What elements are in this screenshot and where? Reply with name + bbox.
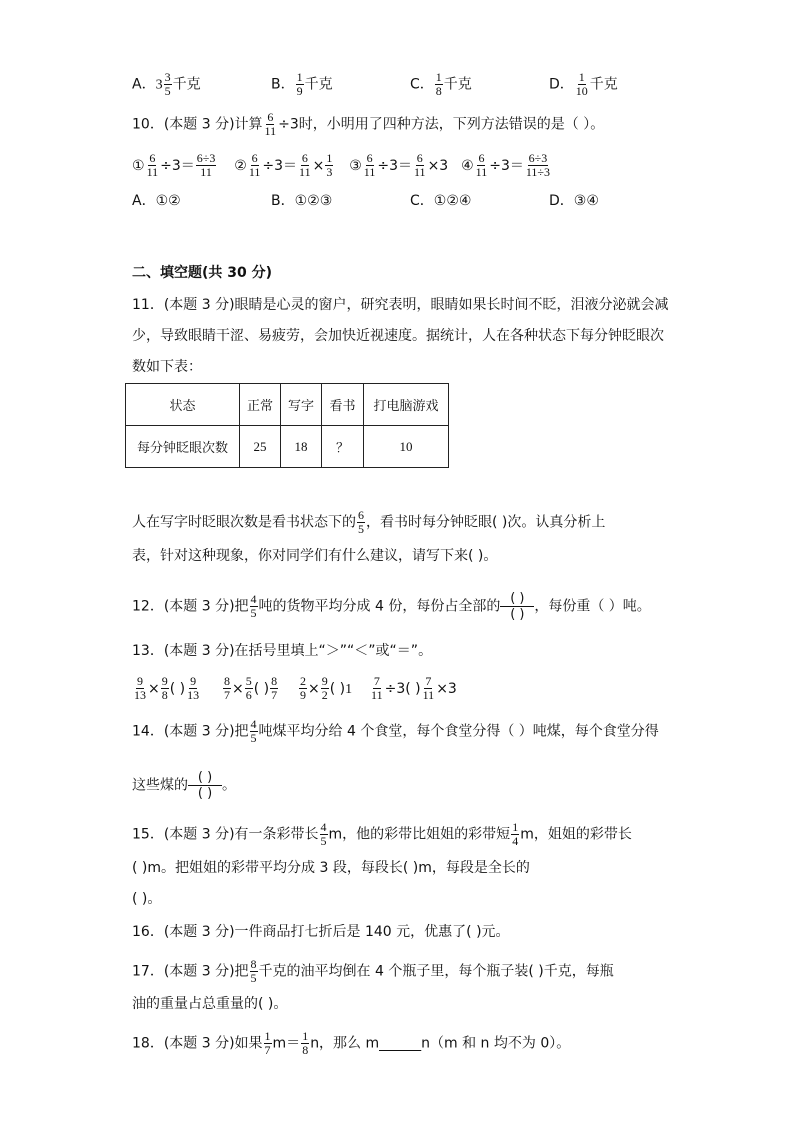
q9-option-d: D． $\frac{1}{10}$ 千克 <box>549 70 618 98</box>
q9-option-c: C． $\frac{1}{8}$ 千克 <box>410 70 472 98</box>
q11-line-3: 数如下表： <box>132 359 202 375</box>
q10-methods <box>132 152 552 179</box>
q11-after-line-1: 人在写字时眨眼次数是看书状态下的 $\frac{6}{5}$ ，看书时每分钟眨眼( )次。认真分析上 <box>132 508 606 536</box>
q9-option-a: A．3 $\frac{3}{5}$ 千克 <box>132 70 201 98</box>
blink-table <box>125 383 449 468</box>
q17-line-1: 17．(本题 3 分)把 $\frac{8}{5}$ 千克的油平均倒在 4 个瓶子里，每个瓶子装( )千克，每瓶 <box>132 957 614 985</box>
table-cell: 每分钟眨眼次数 <box>126 426 240 468</box>
q11-after-line-2: 表，针对这种现象，你对同学们有什么建议，请写下来( )。 <box>132 548 498 564</box>
q15-line-3: ( )。 <box>132 891 162 907</box>
q12-question: 12．(本题 3 分)把 $\frac{4}{5}$ 吨的货物平均分成 4 份，每份占全部的 ( ) ( ) ，每份重（ ）吨。 <box>132 591 651 622</box>
q14-line-2: 这些煤的 ( ) ( ) 。 <box>132 770 236 801</box>
q14-line-1: 14．(本题 3 分)把 $\frac{4}{5}$ 吨煤平均分给 4 个食堂，每个食堂分得（ ）吨煤，每个食堂分得 <box>132 717 659 745</box>
q10-method-4: ④ $\frac{6}{11}$ ÷3＝ $\frac{6\div 3}{11\div 3}$ <box>461 151 551 179</box>
q10-method-3: ③ $\frac{6}{11}$ ÷3＝ $\frac{6}{11}$ ×3 <box>349 151 449 179</box>
table-cell: ？ <box>322 426 364 468</box>
q16-question: 16．(本题 3 分)一件商品打七折后是 140 元，优惠了( )元。 <box>132 924 510 940</box>
q13-item-3: $\frac{2}{9}$ × $\frac{9}{2}$ ( )1 <box>300 674 353 702</box>
q10-option-d: D．③④ <box>549 193 599 209</box>
q10-method-2: ② $\frac{6}{11}$ ÷3＝ $\frac{6}{11}$ × $\frac{1}{3}$ <box>234 151 333 179</box>
table-cell: 25 <box>240 426 281 468</box>
q13-question: 13．(本题 3 分)在括号里填上“＞”“＜”或“＝”。 <box>132 643 433 659</box>
q11-line-1: 11．(本题 3 分)眼睛是心灵的窗户，研究表明，眼睛如果长时间不眨，泪液分泌就会减 <box>132 297 669 313</box>
table-row <box>126 384 449 426</box>
q13-item-1: $\frac{9}{13}$ × $\frac{9}{8}$ ( ) $\frac{9}{13}$ <box>134 674 200 702</box>
table-header-cell: 看书 <box>322 384 364 426</box>
q18-question: 18．(本题 3 分)如果 $\frac{1}{7}$ m＝ $\frac{1}{8}$ n，那么 m______n（m 和 n 均不为 0）。 <box>132 1029 571 1057</box>
section-heading-fill-blank: 二、填空题(共 30 分) <box>132 265 273 281</box>
q10-option-a: A．①② <box>132 193 181 209</box>
q10-question: 10．(本题 3 分)计算 $\frac{6}{11}$ ÷3时，小明用了四种方法，下列方法错误的是（ ）。 <box>132 110 605 138</box>
q15-line-1: 15．(本题 3 分)有一条彩带长 $\frac{4}{5}$ m，他的彩带比姐姐的彩带短 $\frac{1}{4}$ m，姐姐的彩带长 <box>132 820 632 848</box>
q10-option-c: C．①②④ <box>410 193 472 209</box>
table-header-cell: 写字 <box>281 384 322 426</box>
q10-option-b: B．①②③ <box>271 193 333 209</box>
table-row <box>126 426 449 468</box>
q13-items <box>132 675 457 702</box>
q9-option-b: B． $\frac{1}{9}$ 千克 <box>271 70 333 98</box>
table-header-cell: 状态 <box>126 384 240 426</box>
q13-item-4: $\frac{7}{11}$ ÷3( ) $\frac{7}{11}$ ×3 <box>371 674 457 702</box>
table-cell: 10 <box>364 426 449 468</box>
table-header-cell: 正常 <box>240 384 281 426</box>
q13-item-2: $\frac{8}{7}$ × $\frac{5}{6}$ ( ) $\frac{8}{7}$ <box>224 674 278 702</box>
q11-line-2: 少，导致眼睛干涩、易疲劳，会加快近视速度。据统计，人在各种状态下每分钟眨眼次 <box>132 328 664 344</box>
q10-method-1: ① $\frac{6}{11}$ ÷3＝ $\frac{6\div 3}{11}$ <box>132 151 216 179</box>
table-cell: 18 <box>281 426 322 468</box>
table-header-cell: 打电脑游戏 <box>364 384 449 426</box>
q15-line-2: ( )m。把姐姐的彩带平均分成 3 段，每段长( )m，每段是全长的 <box>132 860 530 876</box>
q17-line-2: 油的重量占总重量的( )。 <box>132 996 288 1012</box>
